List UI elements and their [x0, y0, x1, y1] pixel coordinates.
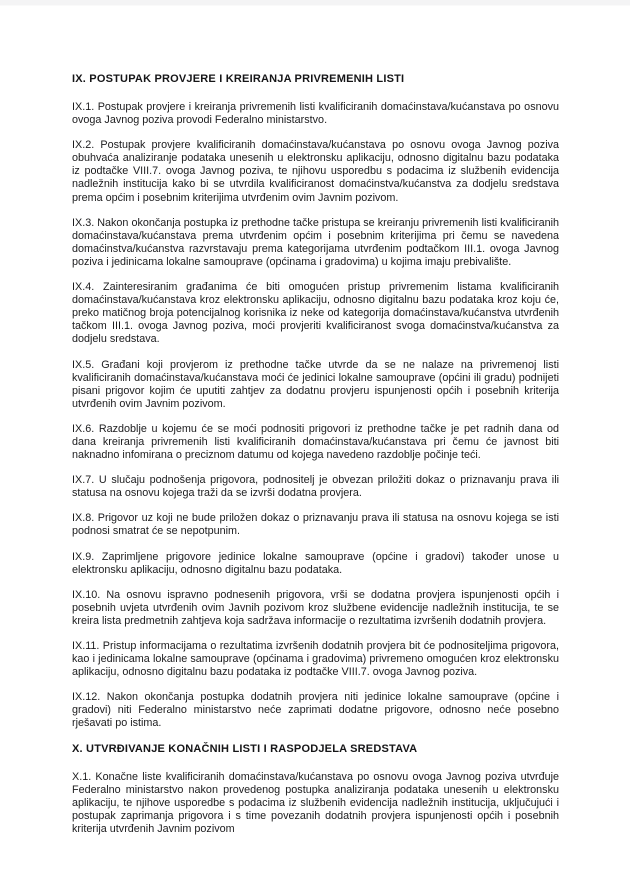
paragraph-ix-4: IX.4. Zainteresiranim građanima će biti omogućen pristup privremenim listama kvalificiranih domaćinstava/kućanstava kroz elektronsku aplikaciju, odnosno digitalnu bazu podataka kroz koju će, preko matičnog broja potencijalnog korisnika iz neke od kategorija domaćinstava/kućanstva utvrđenih tačkom III.1. ovoga Javnog poziva, moći provjeriti kvalificiranost svoga domaćinstva/kućanstva za dodjelu sredstava.	[72, 281, 559, 346]
paragraph-ix-11: IX.11. Pristup informacijama o rezultatima izvršenih dodatnih provjera bit će podnositeljima prigovora, kao i jedinicama lokalne samouprave (općinama i gradovima) privremeno omogućen kroz elektronsku aplikaciju, odnosno digitalnu bazu podataka iz podtačke VIII.7. ovoga Javnog poziva.	[72, 640, 559, 679]
paragraph-ix-9: IX.9. Zaprimljene prigovore jedinice lokalne samouprave (općine i gradovi) također unose u elektronsku aplikaciju, odnosno digitalnu bazu podataka.	[72, 550, 559, 576]
paragraph-ix-2: IX.2. Postupak provjere kvalificiranih domaćinstava/kućanstava po osnovu ovoga Javnog poziva obuhvaća analiziranje podataka unesenih u elektronsku aplikaciju, odnosno digitalnu bazu podataka iz podtačke VIII.7. ovoga Javnog poziva, te njihovu usporedbu s podacima iz službenih evidencija nadležnih institucija kako bi se utvrdila kvalificiranost domaćinstva/kućanstva za dodjelu sredstava prema općim i posebnim kriterijima utvrđenim ovim Javnim pozivom.	[72, 139, 559, 204]
paragraph-ix-12: IX.12. Nakon okončanja postupka dodatnih provjera niti jedinice lokalne samouprave (općine i gradovi) niti Federalno ministarstvo neće zaprimati dodatne prigovore, odnosno neće posebno rješavati po istima.	[72, 691, 559, 730]
section-ix	[72, 73, 559, 731]
paragraph-ix-7: IX.7. U slučaju podnošenja prigovora, podnositelj je obvezan priložiti dokaz o priznavanju prava ili statusa na osnovu kojega traži da se izvrši dodatna provjera.	[72, 474, 559, 500]
document-content	[72, 73, 559, 848]
paragraph-ix-3: IX.3. Nakon okončanja postupka iz prethodne tačke pristupa se kreiranju privremenih listi kvalificiranih domaćinstava/kućanstava prema utvrđenim općim i posebnim kriterijima pri čemu se navedena domaćinstva/kućanstva razvrstavaju prema kategorijama utvrđenim podtačkom III.1. ovoga Javnog poziva i jedinicama lokalne samouprave (općinama i gradovima) u kojima imaju prebivalište.	[72, 216, 559, 268]
page-top-edge	[0, 0, 630, 6]
paragraph-ix-8: IX.8. Prigovor uz koji ne bude priložen dokaz o priznavanju prava ili statusa na osnovu kojega se isti podnosi smatrat će se nepotpunim.	[72, 512, 559, 538]
paragraph-ix-5: IX.5. Građani koji provjerom iz prethodne tačke utvrde da se ne nalaze na privremenoj listi kvalificiranih domaćinstava/kućanstava moći će jedinici lokalne samouprave (općini ili gradu) podnijeti pisani prigovor kojim će uputiti zahtjev za dodatnu provjeru ispunjenosti općih i posebnih kriterija utvrđenih ovim Javnim pozivom.	[72, 358, 559, 410]
paragraph-x-1: X.1. Konačne liste kvalificiranih domaćinstava/kućanstava po osnovu ovoga Javnog poziva utvrđuje Federalno ministarstvo nakon provedenog postupka analiziranja podataka unesenih u elektronsku aplikaciju, te njihove usporedbe s podacima iz službenih evidencija nadležnih institucija, uključujući i postupak zaprimanja prigovora i s time povezanih dodatnih provjera ispunjenosti općih i posebnih kriterija utvrđenih Javnim pozivom	[72, 770, 559, 835]
paragraph-ix-6: IX.6. Razdoblje u kojemu će se moći podnositi prigovori iz prethodne tačke je pet radnih dana od dana kreiranja privremenih listi kvalificiranih domaćinstava/kućanstava pri čemu će javnost biti naknadno infomirana o preciznom datumu od kojega navedeno razdoblje počinje teći.	[72, 422, 559, 462]
section-x-heading: X. UTVRĐIVANJE KONAČNIH LISTI I RASPODJELA SREDSTAVA	[72, 742, 418, 755]
paragraph-ix-1: IX.1. Postupak provjere i kreiranja privremenih listi kvalificiranih domaćinstava/kućanstava po osnovu ovoga Javnog poziva provodi Federalno ministarstvo.	[72, 101, 559, 127]
section-ix-heading: IX. POSTUPAK PROVJERE I KREIRANJA PRIVREMENIH LISTI	[72, 73, 405, 85]
paragraph-ix-10: IX.10. Na osnovu ispravno podnesenih prigovora, vrši se dodatna provjera ispunjenosti općih i posebnih uvjeta utvrđenih ovim Javnih pozivom kroz službene evidencije nadležnih institucija, te se kreira lista predmetnih zahtjeva koja sadržava informacije o rezultatima izvršenih dodatnih provjera.	[72, 588, 559, 627]
section-x	[72, 743, 559, 836]
